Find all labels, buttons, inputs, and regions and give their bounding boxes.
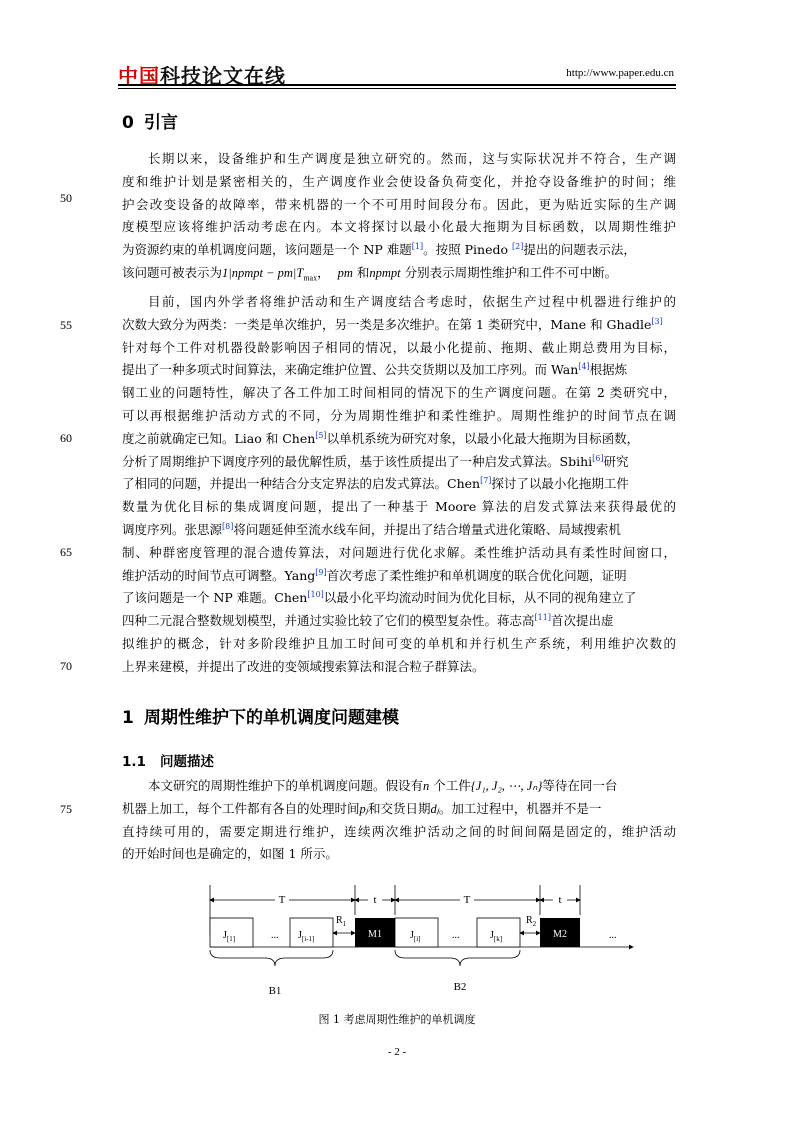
job-label-j1: $J_{[1]}$ (223, 930, 236, 943)
intro-paragraph-2 (122, 291, 676, 679)
text-line: 可以再根据维护活动方式的不同，分为周期性维护和柔性维护。周期性维护的时间节点在调 (122, 407, 676, 423)
text-line (122, 519, 676, 542)
text-segment: 首次考虑了柔性维护和单机调度的联合优化问题，证明 (326, 567, 627, 583)
text-segment: 。按照 Pinedo (423, 242, 508, 258)
batch-brace-b1 (210, 950, 333, 966)
text-segment: 了该问题是一个 NP 难题。Chen (122, 590, 308, 606)
line-number: 50 (60, 191, 72, 205)
job-label-ji: $J_{[i]}$ (410, 930, 421, 943)
citation-ref[interactable]: [11] (534, 613, 551, 623)
text-line (122, 473, 676, 496)
text-line: 的开始时间也是确定的，如图 1 所示。 (122, 846, 338, 862)
text-segment: 调度序列。张思源 (122, 521, 223, 537)
figure-caption: 图 1 考虑周期性维护的单机调度 (318, 1013, 476, 1026)
text-line (122, 775, 676, 798)
maintenance-label-m1: M1 (368, 929, 382, 940)
text-segment: 研究 (603, 453, 629, 469)
ellipsis-3: ... (609, 930, 617, 941)
text-segment: 次数大致分为两类：一类是单次维护，另一类是多次维护。在第 1 类研究中，Mane 和 Ghadle (122, 316, 652, 332)
text-segment: 了相同的问题，并提出一种结合分支定界法的启发式算法。Chen (122, 476, 481, 492)
citation-ref[interactable]: [5] (315, 430, 327, 440)
citation-ref[interactable]: [4] (578, 362, 590, 372)
logo-black-text: 科技论文在线 (160, 64, 286, 88)
figure-1-diagram (195, 880, 635, 1000)
text-line: 钢工业的问题特性，解决了各工件加工时间相同的情况下的生产调度问题。在第 2 类研究中， (122, 385, 676, 401)
text-segment: 个工件 (433, 778, 471, 793)
text-line (122, 451, 676, 474)
problem-notation-formula: 1|npmpt − pm|T (222, 265, 304, 280)
text-line: 制、种群密度管理的混合遗传算法，对问题进行优化求解。柔性维护活动具有柔性时间窗口， (122, 544, 676, 560)
line-number: 70 (60, 659, 72, 673)
text-line: 度和维护计划是紧密相关的，生产调度作业会使设备负荷变化，并抢夺设备维护的时间；维 (122, 173, 676, 189)
math-symbol: n (423, 779, 430, 793)
citation-ref[interactable]: [10] (307, 590, 324, 600)
logo-red-text: 中国 (118, 64, 160, 88)
text-segment: ， (317, 264, 330, 280)
section-heading-1 (122, 703, 399, 728)
math-symbol: dⱼ (430, 801, 439, 816)
text-line (122, 610, 676, 633)
page-number: - 2 - (387, 1046, 407, 1058)
text-segment: 维护活动的时间节点可调整。Yang (122, 567, 316, 583)
text-line: 目前，国内外学者将维护活动和生产调度结合考虑时，依据生产过程中机器进行维护的 (148, 294, 676, 309)
subsection-number: 1.1 (122, 754, 146, 770)
text-segment: 探讨了以最小化拖期工件 (491, 476, 629, 492)
citation-ref[interactable]: [2] (511, 242, 524, 252)
maint-duration-label-t1: t (373, 894, 377, 906)
header-url[interactable]: http://www.paper.edu.cn (566, 67, 674, 79)
text-line: 直持续可用的，需要定期进行维护，连续两次维护活动之间的时间间隔是固定的，维护活动 (122, 823, 676, 839)
text-line (122, 239, 676, 262)
text-line: 长期以来，设备维护和生产调度是独立研究的。然而，这与实际状况并不符合，生产调 (148, 151, 676, 166)
intro-paragraph-1 (122, 148, 676, 285)
text-segment: 分别表示周期性维护和工件不可中断。 (404, 264, 618, 280)
subsection-heading-1-1 (122, 750, 214, 770)
text-segment: 将问题延伸至流水线车间，并提出了结合增量式进化策略、局域搜索机 (233, 521, 621, 537)
header-rule-thin (118, 88, 676, 89)
citation-ref[interactable]: [9] (315, 567, 327, 577)
idle-label-r1: $R_1$ (336, 915, 347, 928)
text-segment: 等待在同一台 (542, 778, 618, 793)
citation-ref[interactable]: [1] (411, 242, 424, 252)
section-heading-0 (122, 108, 178, 133)
job-set-formula: {J₁, J₂, ⋯, Jₙ} (470, 779, 543, 793)
period-label-T1: T (278, 894, 286, 906)
text-segment: 以最小化平均流动时间为优化目标，从不同的视角建立了 (323, 590, 637, 606)
math-symbol: pⱼ (359, 801, 368, 816)
job-label-jk: $J_{[k]}$ (490, 930, 503, 943)
text-line (122, 262, 676, 285)
text-line (122, 798, 676, 821)
text-line (122, 314, 676, 337)
ellipsis-1: ... (271, 930, 279, 941)
line-number: 60 (60, 431, 72, 445)
batch-brace-b2 (395, 950, 520, 966)
citation-ref[interactable]: [3] (651, 316, 663, 326)
text-line: 数量为优化目标的集成调度问题，提出了一种基于 Moore 算法的启发式算法来获得最优的 (122, 499, 676, 515)
text-segment: 为资源约束的单机调度问题，该问题是一个 NP 难题 (122, 242, 412, 258)
section-title: 周期性维护下的单机调度问题建模 (144, 708, 399, 728)
citation-ref[interactable]: [8] (222, 521, 234, 531)
text-segment: 和交货日期 (367, 800, 431, 816)
line-number: 55 (60, 318, 72, 332)
line-number: 75 (60, 802, 72, 816)
idle-label-r2: $R_2$ (526, 915, 537, 928)
section-title: 引言 (144, 113, 178, 133)
text-segment: 该问题可被表示为 (122, 264, 223, 280)
math-symbol: npmpt (369, 265, 401, 280)
citation-ref[interactable]: [6] (592, 453, 604, 463)
citation-ref[interactable]: [7] (480, 476, 492, 486)
text-line (122, 587, 676, 610)
ellipsis-2: ... (452, 930, 460, 941)
text-segment: 首次提出虚 (550, 613, 614, 629)
text-line (122, 565, 676, 588)
maint-duration-label-t2: t (558, 894, 562, 906)
batch-label-b1: B1 (268, 985, 282, 997)
header-rule-thick (118, 84, 676, 86)
line-number: 65 (60, 545, 72, 559)
text-segment: 提出了一种多项式时间算法，来确定维护位置、公共交货期以及加工序列。而 Wan (122, 362, 579, 378)
text-line: 度模型应该将维护活动考虑在内。本文将探讨以最小化最大拖期为目标函数，以周期性维护 (122, 219, 676, 235)
section-number: 0 (122, 113, 134, 133)
text-segment: 分析了周期维护下调度序列的最优解性质，基于该性质提出了一种启发式算法。Sbihi (122, 453, 593, 469)
text-segment: 提出的问题表示法， (523, 242, 636, 258)
text-segment: 度之前就确定已知。Liao 和 Chen (122, 430, 316, 446)
text-line: 护会改变设备的故障率，带来机器的一个不可用时间段分布。因此，更为贴近实际的生产调 (122, 196, 676, 212)
job-label-ji-1: $J_{[i-1]}$ (298, 930, 315, 943)
section-number: 1 (122, 708, 134, 728)
text-line (122, 428, 676, 451)
text-segment: 根据炼 (589, 362, 628, 378)
text-segment: 本文研究的周期性维护下的单机调度问题。假设有 (148, 778, 424, 793)
text-segment: 以单机系统为研究对象，以最小化最大拖期为目标函数， (326, 430, 640, 446)
text-segment: 四种二元混合整数规划模型，并通过实验比较了它们的模型复杂性。蒋志高 (122, 613, 535, 629)
math-symbol: pm (337, 265, 353, 280)
text-line (122, 359, 676, 382)
text-line: 拟维护的概念，针对多阶段维护且加工时间可变的单机和并行机生产系统，利用维护次数的 (122, 635, 676, 651)
text-segment: 机器上加工，每个工件都有各自的处理时间 (122, 800, 360, 816)
period-label-T2: T (463, 894, 471, 906)
text-line: 上界来建模，并提出了改进的变领域搜索算法和混合粒子群算法。 (122, 658, 485, 674)
formula-subscript: max (303, 273, 318, 283)
text-segment: 。加工过程中，机器并不是一 (438, 800, 602, 816)
text-line: 针对每个工件对机器役龄影响因子相同的情况，以最小化提前、拖期、截止期总费用为目标， (122, 339, 676, 355)
subsection-title: 问题描述 (160, 754, 214, 770)
batch-label-b2: B2 (453, 981, 467, 993)
text-segment: 和 (356, 264, 370, 280)
problem-description-paragraph (122, 775, 676, 866)
maintenance-label-m2: M2 (553, 929, 567, 940)
